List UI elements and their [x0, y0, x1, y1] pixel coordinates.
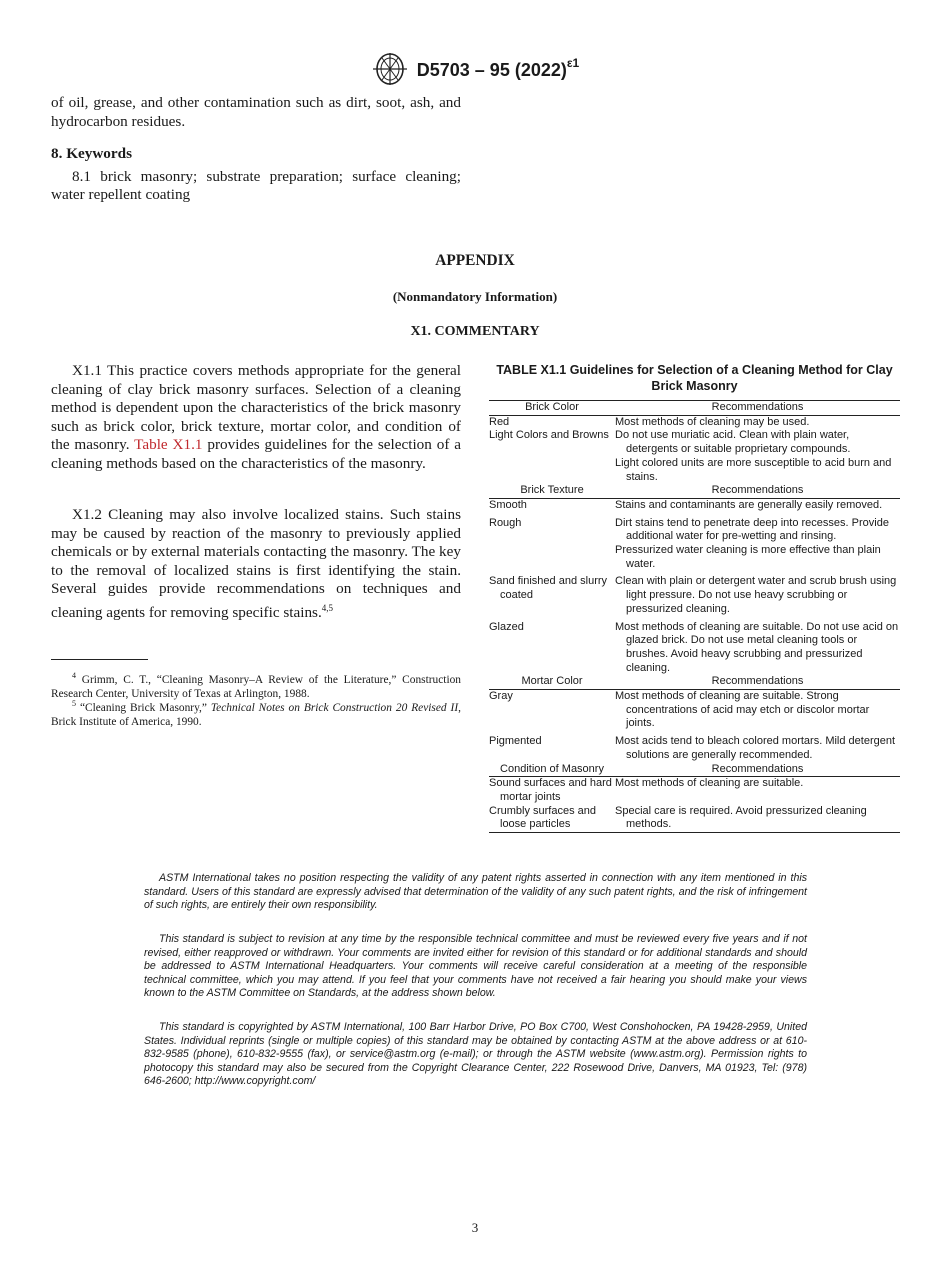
cleaning-method-table [489, 400, 900, 833]
copyright-notice [144, 1021, 807, 1089]
row-recommendation: Light colored units are more susceptible to acid burn and stains. [615, 456, 892, 483]
table-group-header [489, 763, 900, 777]
table-group-header [489, 401, 900, 416]
row-recommendation: Most methods of cleaning are suitable. Do not use acid on glazed brick. Do not use metal cleaning tools or brushes. Avoid heavy scrubbing and pressurized cleaning. [615, 620, 899, 674]
appendix-subtitle: (Nonmandatory Information) [392, 289, 558, 304]
table-row [489, 621, 900, 676]
table-title: TABLE X1.1 Guidelines for Selection of a Cleaning Method for Clay Brick Masonry [496, 363, 893, 393]
table-x1-1 [489, 362, 900, 833]
row-label: Light Colors and Browns [489, 429, 609, 442]
paragraph-x1-2 [51, 506, 461, 623]
table-group-header [489, 484, 900, 498]
section7-continued [51, 94, 461, 131]
row-label: Gray [489, 690, 513, 703]
row-recommendation: Do not use muriatic acid. Clean with plain water, detergents or suitable proprietary compounds. [615, 429, 851, 456]
footnote-5-number: 5 [72, 699, 76, 708]
row-recommendation: Most methods of cleaning are suitable. Strong concentrations of acid may etch or discolor mortar joints. [615, 690, 870, 730]
copyright-notice-text: This standard is copyrighted by ASTM International, 100 Barr Harbor Drive, PO Box C700, West Conshohocken, PA 19428-2959, United States. Individual reprints (single or multiple copies) of this standard may be obtained by contacting ASTM at the above address or at 610-832-9585 (phone), 610-832-9555 (fax), or service@astm.org (e-mail); or through the ASTM website (www.astm.org). Permission rights to photocopy this standard may also be secured from the Copyright Clearance Center, 222 Rosewood Drive, Danvers, MA 01923, Tel: (978) 646-2600; http://www.copyright.com/ [144, 1021, 807, 1088]
table-row [489, 415, 900, 429]
footnote-5 [51, 697, 461, 729]
row-label: Pigmented [489, 735, 542, 748]
astm-logo-icon [371, 52, 409, 86]
row-recommendation: Clean with plain or detergent water and scrub brush using light pressure. Do not use heavy scrubbing or pressurized cleaning. [615, 575, 897, 615]
commentary-heading: X1. COMMENTARY [410, 324, 540, 339]
group-header-label: Brick Texture [489, 484, 615, 498]
page-number: 3 [471, 1220, 479, 1235]
row-label: Sound surfaces and hard mortar joints [489, 777, 612, 803]
group-header-label: Brick Color [489, 401, 615, 416]
footnote-4-number: 4 [72, 671, 76, 680]
footnote-4-text: Grimm, C. T., “Cleaning Masonry–A Review of the Literature,” Construction Research Center, University of Texas at Arlington, 1988. [51, 673, 461, 700]
group-header-recommendations: Recommendations [615, 675, 900, 689]
group-header-recommendations: Recommendations [615, 763, 900, 777]
table-row [489, 575, 900, 620]
row-label: Sand finished and slurry coated [489, 575, 608, 602]
row-recommendation: Most methods of cleaning may be used. [615, 415, 810, 428]
table-row [489, 429, 900, 484]
footnote-5-italic: Technical Notes on Brick Construction 20 Revised II [210, 701, 459, 714]
x1-2-text: X1.2 Cleaning may also involve localized stains. Such stains may be caused by reaction of the masonry to previously applied chemicals or by external materials contacting the masonry. The key to the removal of localized stains is first identifying the stain. Several guides provide recommendations on techniques and cleaning agents for removing specific stains. [51, 506, 461, 622]
revision-notice-text: This standard is subject to revision at any time by the responsible technical committee and must be reviewed every five years and if not revised, either reapproved or withdrawn. Your comments are invited either for revision of this standard or for additional standards and should be addressed to ASTM International Headquarters. Your comments will receive careful consideration at a meeting of the responsible technical committee, which you may attend. If you feel that your comments have not received a fair hearing you should make your views known to the ASTM Committee on Standards, at the address shown below. [144, 933, 807, 1000]
row-recommendation: Stains and contaminants are generally easily removed. [615, 498, 883, 511]
table-group-header [489, 675, 900, 689]
group-header-recommendations: Recommendations [615, 484, 900, 498]
row-label: Glazed [489, 620, 524, 633]
revision-notice [144, 933, 807, 1001]
row-recommendation: Most methods of cleaning are suitable. [615, 777, 804, 790]
footnote-divider [51, 659, 148, 660]
footnote-5-post: , Brick Institute of America, 1990. [51, 701, 461, 728]
x1-1-text-after: provides guidelines for the selection of a cleaning methods based on the characteristics of the masonry. [51, 436, 461, 472]
row-label: Smooth [489, 498, 527, 511]
group-header-recommendations: Recommendations [615, 401, 900, 416]
section7-text: of oil, grease, and other contamination such as dirt, soot, ash, and hydrocarbon residues. [51, 94, 461, 130]
group-header-label: Condition of Masonry [489, 763, 615, 777]
row-label: Crumbly surfaces and loose particles [489, 804, 596, 831]
table-row [489, 517, 900, 576]
row-label: Rough [489, 516, 522, 529]
footnote-ref[interactable]: 4,5 [321, 602, 334, 613]
row-label: Red [489, 415, 510, 428]
row-recommendation: Dirt stains tend to penetrate deep into recesses. Provide additional water for pre-wetting and rinsing. [615, 516, 889, 543]
row-recommendation: Special care is required. Avoid pressurized cleaning methods. [615, 804, 867, 831]
document-designation: D5703 – 95 $(2022)^{\varepsilon 1}$ [416, 55, 580, 80]
table-row [489, 805, 900, 833]
table-row [489, 498, 900, 516]
patent-notice [144, 872, 807, 913]
footnote-5-pre: “Cleaning Brick Masonry,” [79, 701, 207, 714]
table-row [489, 690, 900, 736]
table-row [489, 777, 900, 805]
section8-heading: 8. Keywords [51, 145, 132, 162]
appendix-title: APPENDIX [435, 252, 515, 269]
x1-1-text: X1.1 This practice covers methods appropriate for the general cleaning of clay brick masonry surfaces. Selection of a cleaning method is dependent upon the characteristics of the brick masonry such as brick color, brick texture, mortar color, and condition of the masonry. [51, 362, 461, 454]
section8-text: 8.1 brick masonry; substrate preparation; surface cleaning; water repellent coating [51, 167, 461, 204]
row-recommendation: Most acids tend to bleach colored mortars. Mild detergent solutions are generally recommended. [615, 735, 896, 761]
page-header [0, 52, 950, 86]
row-recommendation: Pressurized water cleaning is more effective than plain water. [615, 544, 881, 570]
table-row [489, 735, 900, 762]
section8 [51, 145, 461, 205]
table-x1-1-link[interactable]: Table X1.1 [134, 436, 203, 454]
patent-notice-text: ASTM International takes no position respecting the validity of any patent rights asserted in connection with any item mentioned in this standard. Users of this standard are expressly advised that determination of the validity of any such patent rights, and the risk of infringement of such rights, are entirely their own responsibility. [144, 872, 807, 912]
group-header-label: Mortar Color [489, 675, 615, 689]
paragraph-x1-1 [51, 362, 461, 474]
